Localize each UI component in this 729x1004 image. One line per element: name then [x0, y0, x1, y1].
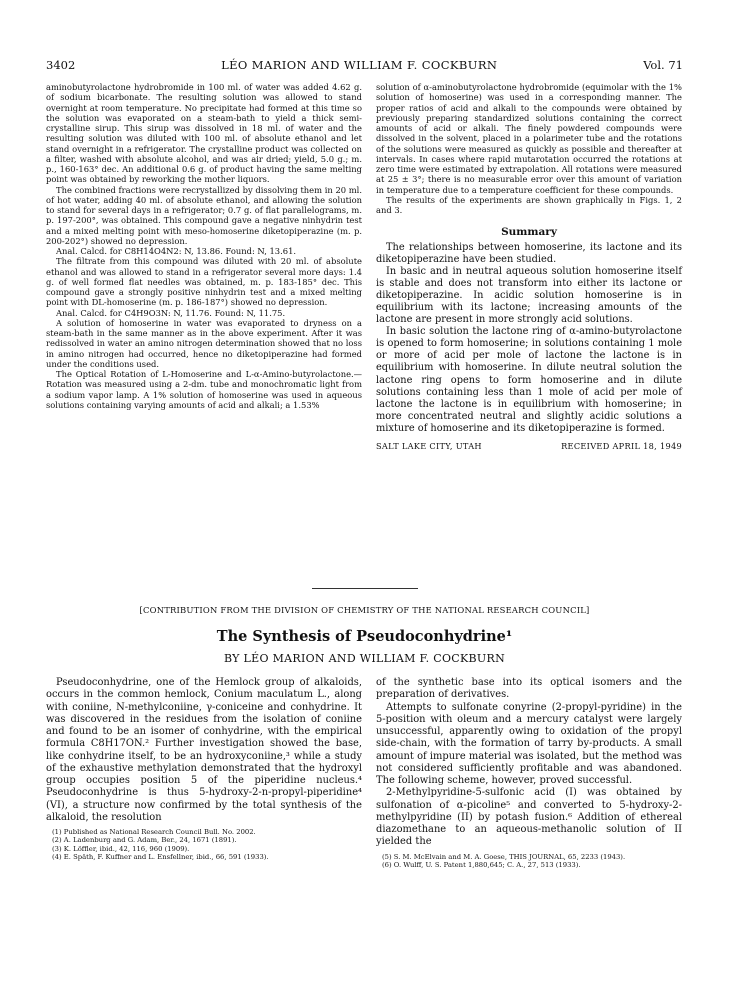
- footnote: (3) K. Löffler, ibid., 42, 116, 960 (1909).: [52, 844, 190, 853]
- paragraph: The Optical Rotation of L-Homoserine and L-α-Amino-butyrolactone.—Rotation was measured using a 2-dm. tube and monochromatic light from a sodium vapor lamp. A 1% solution of homoserine was used in aqueous solutions containing varying amounts of acid and alkali; a 1.53%: [46, 369, 362, 410]
- footnote: (5) S. M. McElvain and M. A. Goese, THIS JOURNAL, 65, 2233 (1943).: [382, 852, 626, 861]
- volume-label: Vol. 71: [643, 58, 683, 72]
- location: SALT LAKE CITY, UTAH: [376, 441, 482, 451]
- paragraph: The results of the experiments are shown graphically in Figs. 1, 2 and 3.: [376, 194, 682, 215]
- right-column-top: [376, 82, 682, 451]
- paragraph: A solution of homoserine in water was evaporated to dryness on a steam-bath in the same manner as in the above experiment. After it was redissolved in water an amino nitrogen determination showed that no loss in amino nitrogen had occurred, hence no diketopiperazine had formed under the conditions used.: [46, 317, 362, 369]
- paragraph: Attempts to sulfonate conyrine (2-propyl-pyridine) in the 5-position with oleum and a mercury catalyst were largely unsuccessful, apparently owing to oxidation of the propyl side-chain, with the formation of tarry by-products. A small amount of impure material was isolated, but the method was not considered sufficiently profitable and was abandoned. The following scheme, however, proved successful.: [376, 701, 682, 786]
- byline: BY LÉO MARION AND WILLIAM F. COCKBURN: [223, 652, 505, 665]
- paragraph: The combined fractions were recrystallized by dissolving them in 20 ml. of hot water, adding 40 ml. of absolute ethanol, and allowing the solution to stand for several days in a refrigerator; 0.7 g. of flat parallelograms, m. p. 197-200°, was obtained. This compound gave a negative ninhydrin test and a mixed melting point with meso-homoserine diketopiperazine (m. p. 200-202°) showed no depression.: [46, 184, 362, 246]
- right-column-bottom: [376, 677, 682, 869]
- footnotes: [46, 828, 362, 862]
- summary-section: [376, 227, 682, 451]
- contribution-line: [CONTRIBUTION FROM THE DIVISION OF CHEMISTRY OF THE NATIONAL RESEARCH COUNCIL]: [139, 605, 590, 615]
- section-divider: [312, 588, 418, 589]
- page-number: 3402: [46, 58, 76, 72]
- paragraph: 2-Methylpyridine-5-sulfonic acid (I) was obtained by sulfonation of α-picoline⁵ and converted to 5-hydroxy-2-methylpyridine (II) by potash fusion.⁶ Addition of ethereal diazomethane to an aqueous-methanolic solution of II yielded the: [376, 787, 682, 848]
- paragraph: aminobutyrolactone hydrobromide in 100 ml. of water was added 4.62 g. of sodium bicarbonate. The resulting solution was allowed to stand overnight at room temperature. No precipitate had formed at this time so the solution was evaporated on a steam-bath to yield a thick semi-crystalline sirup. This sirup was dissolved in 18 ml. of water and the resulting solution was diluted with 100 ml. of absolute ethanol and let stand overnight in a refrigerator. The crystalline product was collected on a filter, washed with absolute alcohol, and was air dried; yield, 5.0 g.; m. p., 160-163° dec. An additional 0.6 g. of product having the same melting point was obtained by reworking the mother liquors.: [46, 82, 362, 185]
- paragraph: of the synthetic base into its optical isomers and the preparation of derivatives.: [376, 677, 682, 701]
- left-column-bottom: [46, 677, 362, 862]
- summary-paragraph: In basic and in neutral aqueous solution homoserine itself is stable and does not transform into either its lactone or diketopiperazine. In acidic solution homoserine is in equilibrium with its lactone; increasing amounts of the lactone are present in more strongly acid solutions.: [376, 265, 682, 326]
- analysis-line: Anal. Calcd. for C4H9O3N: N, 11.76. Found: N, 11.75.: [56, 307, 286, 318]
- running-head: [46, 58, 683, 74]
- received-date: RECEIVED APRIL 18, 1949: [561, 441, 682, 451]
- running-head-authors: LÉO MARION AND WILLIAM F. COCKBURN: [221, 58, 498, 72]
- summary-paragraph: The relationships between homoserine, its lactone and its diketopiperazine have been studied.: [376, 241, 682, 265]
- footnote: (4) E. Späth, F. Kuffner and L. Ensfellner, ibid., 66, 591 (1933).: [52, 853, 269, 862]
- summary-heading: Summary: [501, 226, 557, 239]
- left-column-top: [46, 82, 362, 410]
- footnotes: [376, 853, 682, 870]
- analysis-line: Anal. Calcd. for C8H14O4N2: N, 13.86. Found: N, 13.61.: [56, 246, 297, 256]
- summary-paragraph: In basic solution the lactone ring of α-amino-butyrolactone is opened to form homoserine; in solutions containing 1 mole or more of acid per mole of lactone the lactone is in equilibrium with homoserine. In dilute neutral solution the lactone ring opens to form homoserine and in dilute solutions containing less than 1 mole of acid per mole of lactone the lactone is in equilibrium with homoserine; in more concentrated neutral and slightly acidic solutions a mixture of homoserine and its diketopiperazine is formed.: [376, 326, 682, 434]
- paragraph: solution of α-aminobutyrolactone hydrobromide (equimolar with the 1% solution of homoserine) was used in a corresponding manner. The proper ratios of acid and alkali to the compounds were obtained by previously preparing standardized solutions containing the correct amounts of acid or alkali. The finely powdered compounds were dissolved in the solvent, placed in a polarimeter tube and the rotations of the solutions were measured as quickly as possible and thereafter at intervals. In cases where rapid mutarotation occurred the rotations at zero time were estimated by extrapolation. All rotations were measured at 25 ± 3°; there is no measurable error over this amount of variation in temperature due to a temperature coefficient for these compounds.: [376, 82, 682, 195]
- paragraph: Pseudoconhydrine, one of the Hemlock group of alkaloids, occurs in the common hemlock, Conium maculatum L., along with coniine, N-methylconiine, γ-coniceine and conhydrine. It was discovered in the residues from the isolation of coniine and found to be an isomer of conhydrine, with the empirical formula C8H17ON.² Further investigation showed the base, like conhydrine itself, to be an hydroxyconiine,³ while a study of the exhaustive methylation demonstrated that the hydroxyl group occupies position 5 of the piperidine nucleus.⁴ Pseudoconhydrine is thus 5-hydroxy-2-n-propyl-piperidine⁴ (VI), a structure now confirmed by the total synthesis of the alkaloid, the resolution: [46, 677, 362, 823]
- paragraph: The filtrate from this compound was diluted with 20 ml. of absolute ethanol and was allowed to stand in a refrigerator several more days: 1.4 g. of well formed flat needles was obtained, m. p. 183-185° dec. This compound gave a strongly positive ninhydrin test and a mixed melting point with DL-homoserine (m. p. 186-187°) showed no depression.: [46, 256, 362, 308]
- footnote: (2) A. Ladenburg and G. Adam, Ber., 24, 1671 (1891).: [52, 836, 237, 845]
- footnote: (6) O. Wulff, U. S. Patent 1,880,645; C. A., 27, 513 (1933).: [382, 860, 581, 869]
- signoff: [376, 441, 682, 451]
- article-title: The Synthesis of Pseudoconhydrine¹: [216, 628, 513, 645]
- footnote: (1) Published as National Research Council Bull. No. 2002.: [52, 828, 256, 836]
